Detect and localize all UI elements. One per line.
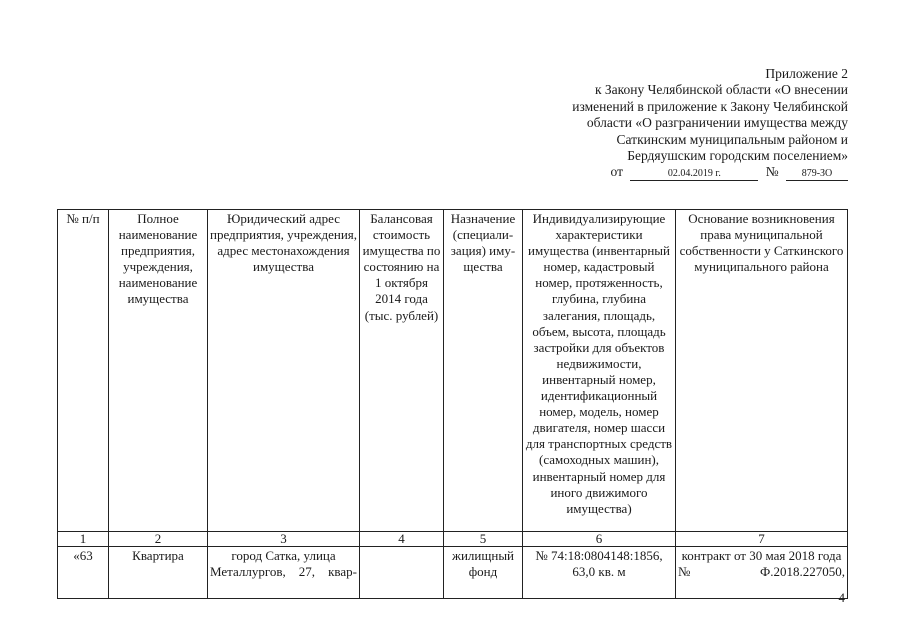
row-name: Квартира xyxy=(109,547,208,599)
from-label: от xyxy=(610,164,623,180)
law-date-row xyxy=(488,164,848,181)
property-table xyxy=(57,209,848,599)
appendix-line: изменений в приложение к Закону Челябинской xyxy=(572,98,848,114)
page-number: 4 xyxy=(838,590,845,605)
appendix-line: к Закону Челябинской области «О внесении xyxy=(594,82,848,98)
law-date: 02.04.2019 г. xyxy=(630,168,758,181)
header-address: Юридический адрес предприятия, учреждения, адрес местонахождения имущества xyxy=(208,210,360,532)
column-number: 2 xyxy=(109,532,208,547)
header-name: Полное наименование предприятия, учреждения, наименование имущества xyxy=(109,210,208,532)
table-header-row xyxy=(58,210,848,532)
appendix-line: Саткинским муниципальным районом и xyxy=(616,131,848,147)
column-number: 1 xyxy=(58,532,109,547)
appendix-line: Бердяушским городским поселением» xyxy=(627,148,848,164)
column-number: 5 xyxy=(444,532,523,547)
row-balance xyxy=(360,547,444,599)
header-characteristics: Индивидуализирующие характеристики имущества (инвентарный номер, кадастровый номер, протяженность, глубина, глубина залегания, площадь, объем, высота, площадь застройки для объектов недвижимости, инвентарный номер, идентификационный номер, модель, номер двигателя, номер шасси для транспортных средств (самоходных машин), инвентарный номер для иного движимого имущества) xyxy=(523,210,676,532)
law-number: 879-ЗО xyxy=(786,168,848,181)
header-purpose: Назначение (специали-зация) иму-щества xyxy=(444,210,523,532)
number-sign: № xyxy=(765,164,779,180)
column-number: 7 xyxy=(676,532,848,547)
row-characteristics: № 74:18:0804148:1856, 63,0 кв. м xyxy=(523,547,676,599)
column-number: 4 xyxy=(360,532,444,547)
row-number: «63 xyxy=(58,547,109,599)
row-basis: контракт от 30 мая 2018 года № Ф.2018.227050, xyxy=(676,547,848,599)
column-numbers-row xyxy=(58,532,848,547)
row-purpose: жилищный фонд xyxy=(444,547,523,599)
column-number: 6 xyxy=(523,532,676,547)
row-address: город Сатка, улица Металлургов, 27, квар- xyxy=(208,547,360,599)
header-basis: Основание возникновения права муниципальной собственности у Саткинского муниципального района xyxy=(676,210,848,532)
appendix-header xyxy=(488,66,848,181)
header-number: № п/п xyxy=(58,210,109,532)
header-balance: Балансовая стоимость имущества по состоянию на 1 октября 2014 года (тыс. рублей) xyxy=(360,210,444,532)
appendix-line: Приложение 2 xyxy=(765,66,848,81)
column-number: 3 xyxy=(208,532,360,547)
table-row xyxy=(58,547,848,599)
appendix-line: области «О разграничении имущества между xyxy=(586,115,848,131)
